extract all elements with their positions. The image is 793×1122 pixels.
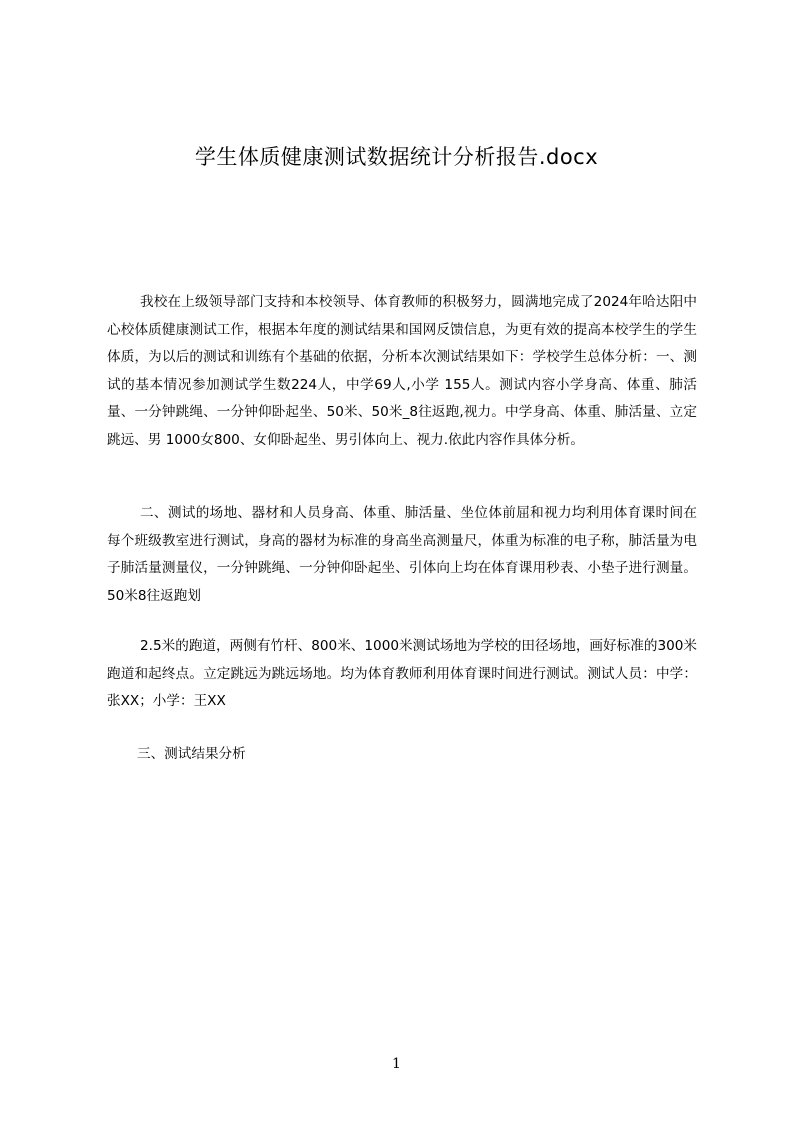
document-title: 学生体质健康测试数据统计分析报告.docx [194,145,599,169]
section-heading-results-analysis: 三、测试结果分析 [137,746,246,762]
paragraph-running-track: 2.5米的跑道，两侧有竹杆、800米、1000米测试场地为学校的田径场地，画好标准的300米跑道和起终点。立定跳远为跳远场地。均为体育教师利用体育课时间进行测试。测试人员：中学：张XX；小学：王XX [107,638,697,709]
paragraph-test-overview: 我校在上级领导部门支持和本校领导、体育教师的积极努力，圆满地完成了2024年哈达阳中心校体质健康测试工作，根据本年度的测试结果和国网反馈信息，为更有效的提高本校学生的学生体质，为以后的测试和训练有个基础的依据，分析本次测试结果如下：学校学生总体分析：一、测试的基本情况参加测试学生数224人，中学69人,小学 155人。测试内容小学身高、体重、肺活量、一分钟跳绳、一分钟仰卧起坐、50米、50米_8往返跑,视力。中学身高、体重、肺活量、立定跳远、男 1000女800、女仰卧起坐、男引体向上、视力.依此内容作具体分析。 [107,294,697,448]
paragraph-venue-equipment: 二、测试的场地、器材和人员身高、体重、肺活量、坐位体前屈和视力均利用体育课时间在每个班级教室进行测试，身高的器材为标准的身高坐高测量尺，体重为标准的电子称，肺活量为电子肺活量测量仪，一分钟跳绳、一分钟仰卧起坐、引体向上均在体育课用秒表、小垫子进行测量。50米8往返跑划 [107,505,697,604]
page-number: 1 [392,1056,401,1072]
